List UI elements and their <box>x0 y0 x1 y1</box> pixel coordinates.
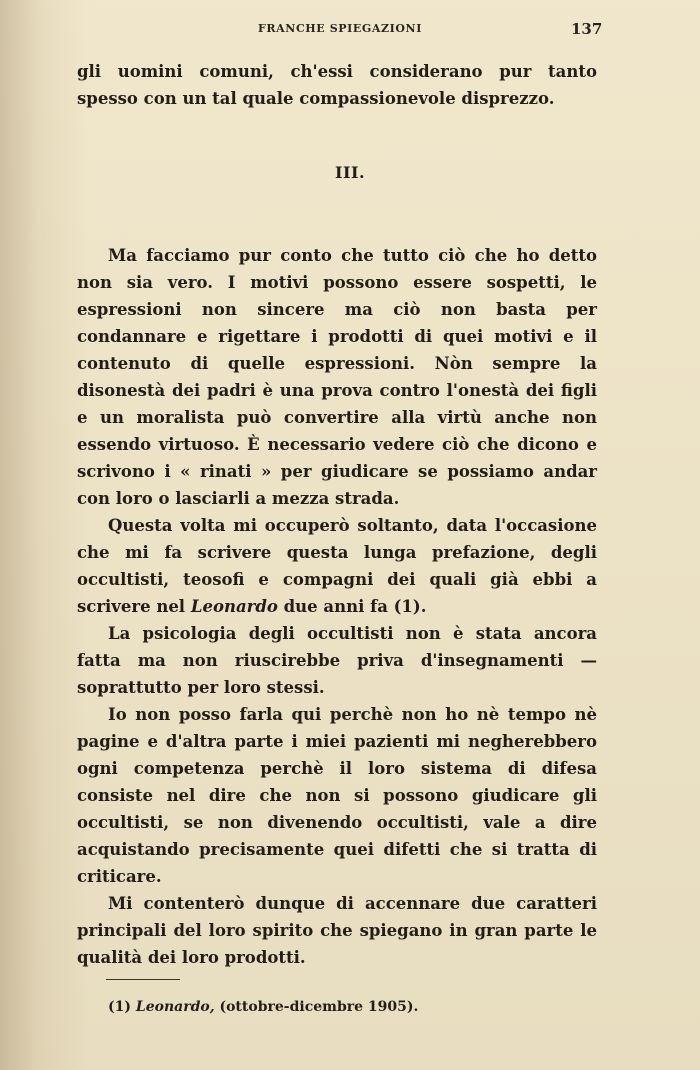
paragraph-3: La psicologia degli occultisti non è stata ancora fatta ma non riuscirebbe priva d'insegnamenti — soprattutto per loro stessi. <box>77 624 597 697</box>
paragraph-2-text: Questa volta mi occuperò soltanto, data l'occasione che mi fa scrivere questa lunga prefazione, degli occultisti, teosofi e compagni dei quali già ebbi a scrivere nel <box>77 516 597 616</box>
paragraph-2-italic-title: Leonardo <box>190 597 278 616</box>
footnote-rule <box>106 979 180 980</box>
paragraph-2 <box>77 512 597 620</box>
footnote <box>108 999 418 1015</box>
section-body <box>77 242 597 971</box>
footnote-marker: (1) <box>108 999 131 1015</box>
paragraph-1: Ma facciamo pur conto che tutto ciò che ho detto non sia vero. I motivi possono essere sospetti, le espressioni non sincere ma ciò non basta per condannare e rigettare i prodotti di quei motivi e il contenuto di quelle espressioni. Nòn sempre la disonestà dei padri è una prova contro l'onestà dei figli e un moralista può convertire alla virtù anche non essendo virtuoso. È necessario vedere ciò che dicono e scrivono i « rinati » per giudicare se possiamo andar con loro o lasciarli a mezza strada. <box>77 246 597 508</box>
paragraph-5: Mi contenterò dunque di accennare due caratteri principali del loro spirito che spiegano in gran parte le qualità dei loro prodotti. <box>77 894 597 967</box>
footnote-italic-title: Leonardo, <box>135 999 215 1015</box>
paragraph-4: Io non posso farla qui perchè non ho nè tempo nè pagine e d'altra parte i miei pazienti mi negherebbero ogni competenza perchè il loro sistema di difesa consiste nel dire che non si possono giudicare gli occultisti, se non divenendo occultisti, vale a dire acquistando precisamente quei difetti che si tratta di criticare. <box>77 705 597 886</box>
footnote-text: (ottobre-dicembre 1905). <box>219 999 419 1015</box>
running-title: FRANCHE SPIEGAZIONI <box>258 22 422 35</box>
paragraph-2-text-end: due anni fa (1). <box>283 597 427 616</box>
running-header <box>0 22 700 42</box>
section-heading: III. <box>334 163 366 182</box>
continuation-text <box>77 58 597 112</box>
page-number: 137 <box>571 20 603 38</box>
continuation-paragraph: gli uomini comuni, ch'essi considerano pur tanto spesso con un tal quale compassionevole disprezzo. <box>77 62 597 108</box>
